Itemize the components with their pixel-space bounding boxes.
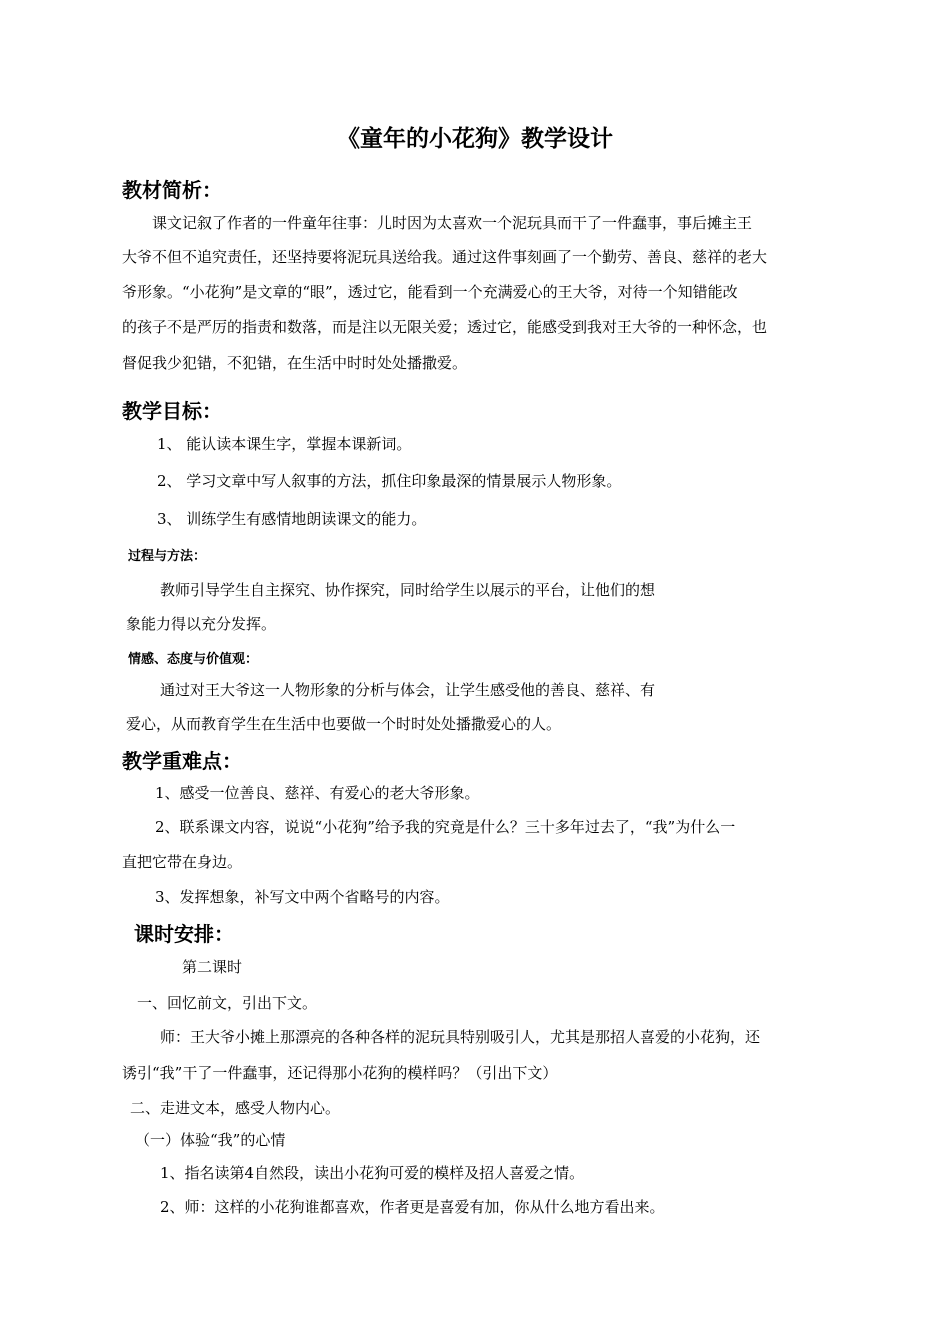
document-title: 《童年的小花狗》教学设计 (337, 126, 613, 152)
lesson-line: 诱引“我”干了一件蠢事，还记得那小花狗的模样吗？（引出下文） (122, 1064, 558, 1082)
paragraph-line: 爷形象。“小花狗”是文章的“眼”，透过它，能看到一个充满爱心的王大爷，对待一个知错能改 (122, 283, 738, 301)
goal-item: 1、 能认读本课生字，掌握本课新词。 (157, 435, 412, 453)
section-heading-schedule: 课时安排： (134, 922, 234, 946)
key-point-line: 1、感受一位善良、慈祥、有爱心的老大爷形象。 (155, 784, 480, 802)
lesson-substep: （一）体验“我”的心情 (135, 1131, 286, 1149)
lesson-step: 一、回忆前文，引出下文。 (137, 994, 318, 1012)
key-point-line: 3、发挥想象，补写文中两个省略号的内容。 (155, 888, 450, 906)
key-point-line: 直把它带在身边。 (122, 853, 243, 871)
paragraph-line: 的孩子不是严厉的指责和数落，而是注以无限关爱；透过它，能感受到我对王大爷的一种怀念，也 (122, 318, 768, 336)
paragraph-line: 爱心，从而教育学生在生活中也要做一个时时处处播撒爱心的人。 (126, 715, 562, 733)
lesson-step: 二、走进文本，感受人物内心。 (130, 1099, 341, 1117)
paragraph-line: 象能力得以充分发挥。 (126, 615, 277, 633)
lesson-line: 2、师：这样的小花狗谁都喜欢，作者更是喜爱有加，你从什么地方看出来。 (160, 1198, 665, 1216)
goal-item: 3、 训练学生有感情地朗读课文的能力。 (157, 510, 427, 528)
paragraph-line: 课文记叙了作者的一件童年往事：儿时因为太喜欢一个泥玩具而干了一件蠢事，事后摊主王 (152, 214, 753, 232)
section-heading-teaching-goals: 教学目标： (122, 399, 222, 423)
goal-item: 2、 学习文章中写人叙事的方法，抓住印象最深的情景展示人物形象。 (157, 472, 622, 490)
paragraph-line: 通过对王大爷这一人物形象的分析与体会，让学生感受他的善良、慈祥、有 (160, 681, 656, 699)
section-heading-textbook-analysis: 教材简析： (122, 178, 222, 202)
section-heading-key-points: 教学重难点： (122, 749, 242, 773)
lesson-line: 师：王大爷小摊上那漂亮的各种各样的泥玩具特别吸引人，尤其是那招人喜爱的小花狗，还 (160, 1028, 761, 1046)
key-point-line: 2、联系课文内容，说说“小花狗”给予我的究竟是什么？三十多年过去了，“我”为什么一 (155, 818, 736, 836)
lesson-label: 第二课时 (182, 958, 243, 976)
paragraph-line: 督促我少犯错，不犯错，在生活中时时处处播撒爱。 (122, 354, 468, 372)
paragraph-line: 教师引导学生自主探究、协作探究，同时给学生以展示的平台，让他们的想 (160, 581, 656, 599)
lesson-line: 1、指名读第4自然段，读出小花狗可爱的模样及招人喜爱之情。 (160, 1164, 585, 1182)
paragraph-line: 大爷不但不追究责任，还坚持要将泥玩具送给我。通过这件事刻画了一个勤劳、善良、慈祥的老大 (122, 248, 768, 266)
subheading-emotion-values: 情感、态度与价值观： (128, 652, 259, 667)
subheading-process-methods: 过程与方法： (128, 549, 207, 564)
